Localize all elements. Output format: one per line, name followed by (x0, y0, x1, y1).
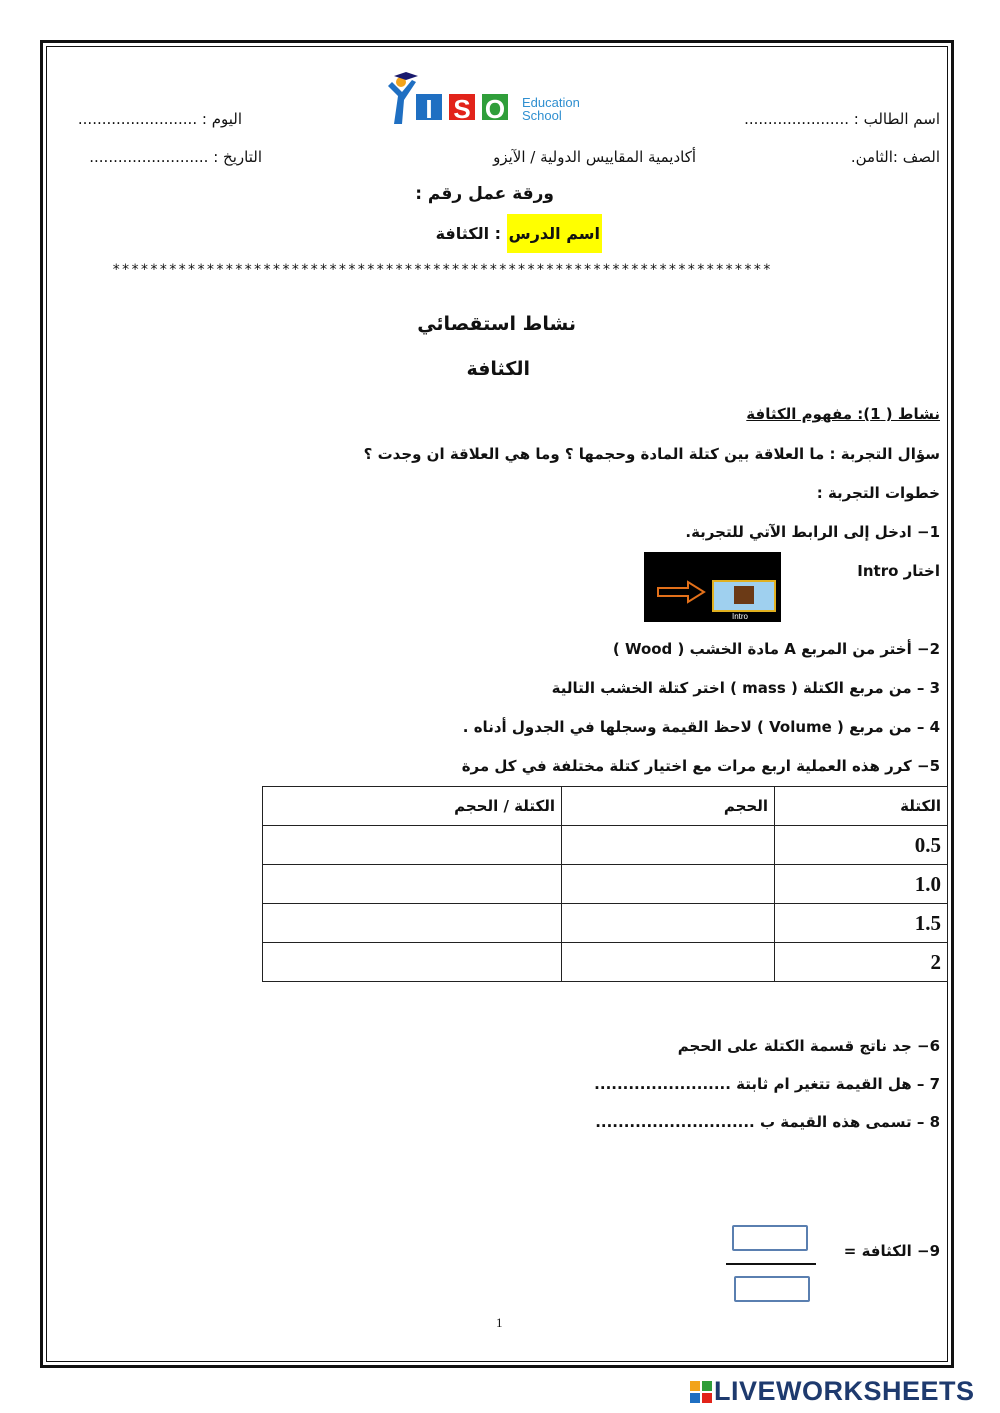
step-9-density: 9− الكثافة = (843, 1242, 940, 1260)
ratio-input-cell[interactable] (263, 865, 562, 904)
activity-heading: نشاط ( 1): مفهوم الكثافة (746, 405, 940, 423)
date-dots: ......................... (89, 148, 209, 166)
step-5: 5− كرر هذه العملية اربع مرات مع اختيار كتلة مختلفة في كل مرة (461, 757, 940, 775)
volume-input-cell[interactable] (562, 943, 775, 982)
day-field[interactable] (78, 110, 242, 128)
fraction-line (726, 1263, 816, 1265)
step-1: 1− ادخل إلى الرابط الآتي للتجربة. (685, 523, 940, 541)
stars-divider: ********************************************************************** (112, 262, 773, 278)
ratio-input-cell[interactable] (263, 943, 562, 982)
table-header-row (263, 787, 948, 826)
header-density: الكتلة / الحجم (263, 787, 562, 826)
step-2: 2− أختر من المربع A مادة الخشب ( Wood ) (612, 640, 940, 658)
lesson-line (436, 214, 602, 254)
logo-text-school: School (522, 108, 562, 123)
table-row (263, 865, 948, 904)
denominator-input[interactable] (734, 1276, 810, 1302)
student-name-label: اسم الطالب : (853, 110, 940, 128)
intro-preview-frame (712, 580, 776, 612)
day-label: اليوم : (201, 110, 242, 128)
header-volume: الحجم (562, 787, 775, 826)
volume-input-cell[interactable] (562, 865, 775, 904)
liveworksheets-text: LIVEWORKSHEETS (714, 1376, 975, 1406)
numerator-input[interactable] (732, 1225, 808, 1251)
ratio-input-cell[interactable] (263, 904, 562, 943)
intro-thumbnail[interactable] (644, 552, 781, 622)
liveworksheets-brand[interactable] (690, 1376, 975, 1406)
iso-logo (384, 72, 604, 128)
student-name-dots: ...................... (744, 110, 849, 128)
wood-block-icon (734, 586, 754, 604)
mass-cell: 2 (775, 943, 948, 982)
sub-title: الكثافة (466, 358, 530, 380)
student-name-field[interactable] (744, 110, 940, 128)
page-number: 1 (496, 1315, 503, 1330)
mass-cell: 1.0 (775, 865, 948, 904)
mass-cell: 1.5 (775, 904, 948, 943)
grade-label: الصف :الثامن. (850, 148, 940, 166)
worksheet-number: ورقة عمل رقم : (415, 184, 554, 204)
volume-input-cell[interactable] (562, 826, 775, 865)
intro-thumbnail-label: Intro (732, 612, 749, 621)
date-field[interactable] (89, 148, 262, 166)
day-dots: ......................... (77, 110, 198, 128)
arrow-icon (656, 580, 706, 604)
header-mass: الكتلة (775, 787, 948, 826)
step-3: 3 – من مربع الكتلة ( mass ) اختر كتلة الخشب التالية (551, 679, 940, 697)
step-8[interactable]: 8 – تسمى هذه القيمة ب ............................ (595, 1113, 940, 1131)
lesson-label: اسم الدرس (507, 214, 602, 253)
date-label: التاريخ : (213, 148, 262, 166)
ratio-input-cell[interactable] (263, 826, 562, 865)
academy-name: أكاديمية المقاييس الدولية / الآيزو (493, 148, 696, 166)
table-row (263, 904, 948, 943)
step-6: 6− جد ناتج قسمة الكتلة على الحجم (677, 1037, 940, 1055)
logo-text-education: Education (522, 95, 580, 110)
steps-heading: خطوات التجربة : (816, 484, 940, 502)
mass-cell: 0.5 (775, 826, 948, 865)
logo-letter-o: O (480, 92, 510, 122)
choose-intro: اختار Intro (857, 562, 940, 580)
table-row (263, 943, 948, 982)
lesson-name: : الكثافة (435, 224, 502, 243)
experiment-question: سؤال التجربة : ما العلاقة بين كتلة المادة وحجمها ؟ وما هي العلاقة ان وجدت ؟ (363, 445, 940, 463)
liveworksheets-icon (690, 1381, 712, 1403)
mass-volume-table (262, 786, 948, 982)
logo-letter-s: S (447, 92, 477, 122)
main-title: نشاط استقصائي (417, 313, 576, 335)
logo-letter-i: I (414, 92, 444, 122)
step-7[interactable]: 7 – هل القيمة تتغير ام ثابتة ........................ (594, 1075, 940, 1093)
table-row (263, 826, 948, 865)
step-4: 4 – من مربع ( Volume ) لاحظ القيمة وسجلها في الجدول أدناه . (462, 718, 940, 736)
volume-input-cell[interactable] (562, 904, 775, 943)
